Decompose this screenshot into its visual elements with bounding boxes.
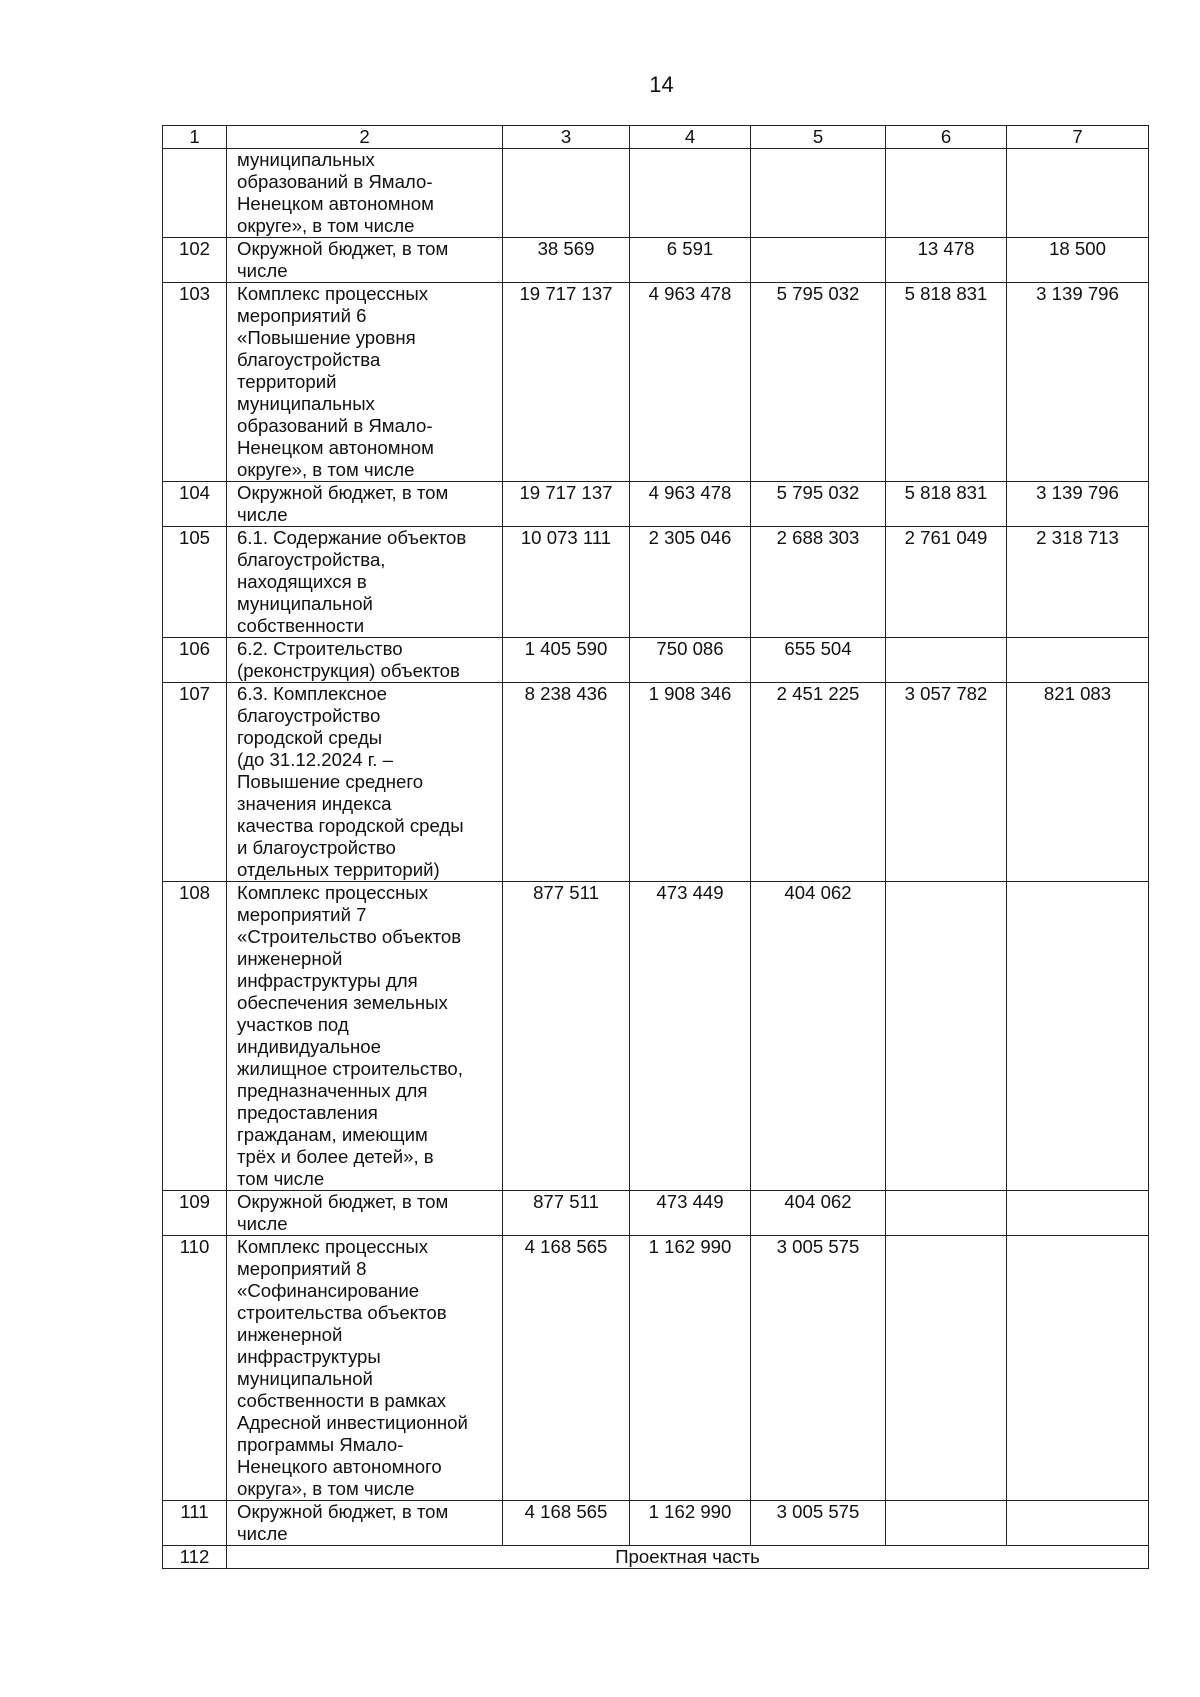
row-name: Комплекс процессных мероприятий 6 «Повышение уровня благоустройства территорий муниципальных образований в Ямало- Ненецком автономном округе», в том числе [227,283,503,482]
value-col-3: 8 238 436 [503,683,630,882]
value-col-4 [630,149,751,238]
value-col-3: 877 511 [503,882,630,1191]
value-col-7: 2 318 713 [1007,527,1149,638]
table-row [163,527,1149,638]
value-col-3: 1 405 590 [503,638,630,683]
value-col-7 [1007,1236,1149,1501]
header-row [163,126,1149,149]
row-number: 108 [163,882,227,1191]
value-col-5: 3 005 575 [751,1501,886,1546]
value-col-7 [1007,1501,1149,1546]
value-col-6 [886,1236,1007,1501]
table-row [163,1501,1149,1546]
column-header: 6 [886,126,1007,149]
row-number: 109 [163,1191,227,1236]
row-number: 105 [163,527,227,638]
value-col-6 [886,1501,1007,1546]
row-name: муниципальных образований в Ямало- Ненецком автономном округе», в том числе [227,149,503,238]
value-col-4: 1 908 346 [630,683,751,882]
value-col-4: 1 162 990 [630,1501,751,1546]
table-body [163,149,1149,1569]
value-col-4: 473 449 [630,1191,751,1236]
value-col-5 [751,149,886,238]
row-name: Комплекс процессных мероприятий 8 «Софинансирование строительства объектов инженерной инфраструктуры муниципальной собственности в рамках Адресной инвестиционной программы Ямало- Ненецкого автономного округа», в том числе [227,1236,503,1501]
row-name: 6.2. Строительство (реконструкция) объектов [227,638,503,683]
value-col-6: 13 478 [886,238,1007,283]
value-col-5: 404 062 [751,882,886,1191]
value-col-6 [886,149,1007,238]
table-row [163,149,1149,238]
value-col-6 [886,882,1007,1191]
value-col-7: 821 083 [1007,683,1149,882]
column-header: 5 [751,126,886,149]
column-header: 3 [503,126,630,149]
value-col-3: 4 168 565 [503,1236,630,1501]
value-col-7 [1007,1191,1149,1236]
row-name: Окружной бюджет, в том числе [227,1501,503,1546]
value-col-5: 655 504 [751,638,886,683]
table-row [163,882,1149,1191]
value-col-6 [886,1191,1007,1236]
section-label: Проектная часть [227,1546,1149,1569]
table-row [163,482,1149,527]
value-col-5: 3 005 575 [751,1236,886,1501]
value-col-7 [1007,149,1149,238]
table-row [163,1191,1149,1236]
section-row [163,1546,1149,1569]
row-number: 107 [163,683,227,882]
value-col-3: 877 511 [503,1191,630,1236]
value-col-4: 1 162 990 [630,1236,751,1501]
row-number: 106 [163,638,227,683]
table-row [163,238,1149,283]
value-col-7 [1007,882,1149,1191]
column-header: 1 [163,126,227,149]
row-name: 6.1. Содержание объектов благоустройства, находящихся в муниципальной собственности [227,527,503,638]
value-col-4: 2 305 046 [630,527,751,638]
row-name: 6.3. Комплексное благоустройство городской среды (до 31.12.2024 г. – Повышение среднего значения индекса качества городской среды и благоустройство отдельных территорий) [227,683,503,882]
value-col-7 [1007,638,1149,683]
row-number: 111 [163,1501,227,1546]
row-number: 110 [163,1236,227,1501]
column-header: 2 [227,126,503,149]
value-col-4: 6 591 [630,238,751,283]
value-col-6: 3 057 782 [886,683,1007,882]
value-col-5 [751,238,886,283]
value-col-6: 5 818 831 [886,482,1007,527]
value-col-4: 750 086 [630,638,751,683]
value-col-7: 3 139 796 [1007,482,1149,527]
column-header: 7 [1007,126,1149,149]
table-row [163,683,1149,882]
row-name: Окружной бюджет, в том числе [227,482,503,527]
table-header [163,126,1149,149]
row-number: 104 [163,482,227,527]
value-col-4: 4 963 478 [630,283,751,482]
value-col-3 [503,149,630,238]
table-row [163,1236,1149,1501]
value-col-4: 4 963 478 [630,482,751,527]
budget-table [162,125,1149,1569]
value-col-5: 2 688 303 [751,527,886,638]
row-number: 103 [163,283,227,482]
value-col-7: 3 139 796 [1007,283,1149,482]
value-col-6: 2 761 049 [886,527,1007,638]
table-row [163,283,1149,482]
value-col-3: 38 569 [503,238,630,283]
value-col-7: 18 500 [1007,238,1149,283]
value-col-6: 5 818 831 [886,283,1007,482]
row-number: 102 [163,238,227,283]
value-col-3: 4 168 565 [503,1501,630,1546]
value-col-5: 5 795 032 [751,482,886,527]
value-col-3: 10 073 111 [503,527,630,638]
value-col-5: 404 062 [751,1191,886,1236]
row-name: Окружной бюджет, в том числе [227,1191,503,1236]
value-col-4: 473 449 [630,882,751,1191]
row-name: Комплекс процессных мероприятий 7 «Строительство объектов инженерной инфраструктуры для обеспечения земельных участков под индивидуальное жилищное строительство, предназначенных для предоставления гражданам, имеющим трёх и более детей», в том числе [227,882,503,1191]
value-col-5: 2 451 225 [751,683,886,882]
value-col-6 [886,638,1007,683]
value-col-3: 19 717 137 [503,283,630,482]
column-header: 4 [630,126,751,149]
row-number [163,149,227,238]
table-row [163,638,1149,683]
page-number: 14 [649,72,674,97]
row-name: Окружной бюджет, в том числе [227,238,503,283]
value-col-5: 5 795 032 [751,283,886,482]
row-number: 112 [163,1546,227,1569]
value-col-3: 19 717 137 [503,482,630,527]
